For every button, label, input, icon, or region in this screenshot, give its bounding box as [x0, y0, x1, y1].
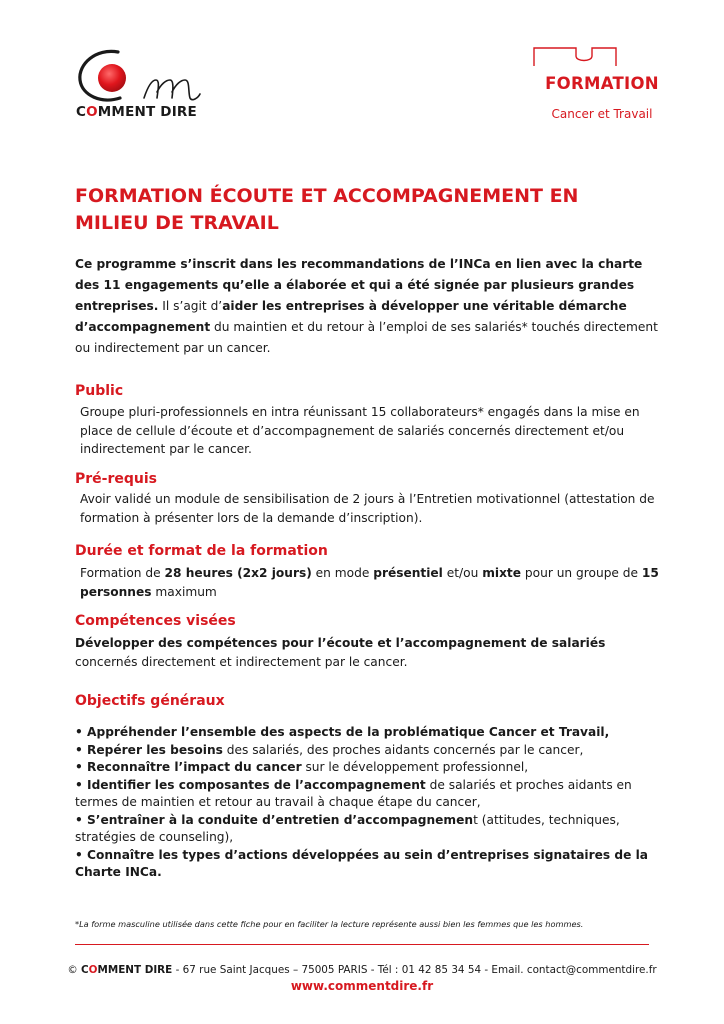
intro-text-1: Il s’agit d’: [158, 299, 223, 313]
list-item: • Reconnaître l’impact du cancer sur le développement professionnel,: [75, 760, 529, 774]
list-item: • Appréhender l’ensemble des aspects de la problématique Cancer et Travail,: [75, 725, 610, 739]
intro-paragraph: [75, 254, 665, 359]
section-heading-competences: Compétences visées: [75, 613, 236, 629]
intro-bold-1: Ce programme s’inscrit dans les recommandations de l’INCa en lien avec la charte des 11 engagements qu’elle a élaborée et qui a été signée par plusieurs grandes entreprises.: [75, 257, 643, 313]
badge-subtitle: Cancer et Travail: [551, 107, 653, 121]
section-text-prerequis: Avoir validé un module de sensibilisation de 2 jours à l’Entretien motivationnel (attestation de formation à présenter lors de la demande d’inscription).: [80, 492, 655, 525]
section-text-public: Groupe pluri-professionnels en intra réunissant 15 collaborateurs* engagés dans la mise en place de cellule d’écoute et d’accompagnement de salariés concernés directement et/ou indirectement par le cancer.: [80, 405, 640, 456]
comment-dire-logo: [74, 46, 214, 126]
page-title: FORMATION ÉCOUTE ET ACCOMPAGNEMENT EN MILIEU DE TRAVAIL: [75, 185, 579, 234]
intro-text-2: du maintien et du retour à l’emploi de ses salariés* touchés directement ou indirectement par un cancer.: [75, 320, 658, 355]
list-item: • Connaître les types d’actions développées au sein d’entreprises signataires de la Charte INCa.: [75, 847, 649, 879]
section-text-competences: Développer des compétences pour l’écoute et l’accompagnement de salariés concernés directement et indirectement par le cancer.: [75, 636, 606, 669]
list-item: • Repérer les besoins des salariés, des proches aidants concernés par le cancer,: [75, 742, 584, 757]
intro-bold-2: aider les entreprises à développer une véritable démarche d’accompagnement: [75, 299, 627, 334]
list-item: • S’entraîner à la conduite d’entretien d’accompagnement (attitudes, techniques, stratégies de counseling),: [75, 812, 620, 844]
footer-address: © COMMENT DIRE - 67 rue Saint Jacques – 75005 PARIS - Tél : 01 42 85 34 54 - Email. contact@commentdire.fr: [67, 964, 657, 976]
logo-monogram-icon: [74, 46, 214, 106]
badge-title: FORMATION: [545, 74, 659, 93]
section-text-duree: Formation de 28 heures (2x2 jours) en mode présentiel et/ou mixte pour un groupe de 15 personnes maximum: [80, 566, 659, 599]
section-heading-duree: Durée et format de la formation: [75, 543, 328, 559]
footer-website-link[interactable]: www.commentdire.fr: [290, 979, 434, 993]
section-heading-public: Public: [75, 383, 124, 399]
footnote: *La forme masculine utilisée dans cette fiche pour en faciliter la lecture représente aussi bien les femmes que les hommes.: [75, 919, 584, 929]
section-heading-prerequis: Pré-requis: [75, 471, 157, 487]
logo-wordmark: COMMENT DIRE: [76, 104, 197, 120]
objectifs-list: [75, 724, 665, 882]
footer-divider: [75, 944, 649, 945]
formation-badge: [520, 46, 670, 136]
section-heading-objectifs: Objectifs généraux: [75, 693, 225, 709]
list-item: • Identifier les composantes de l’accompagnement de salariés et proches aidants en termes de maintien et retour au travail à chaque étape du cancer,: [75, 777, 632, 809]
